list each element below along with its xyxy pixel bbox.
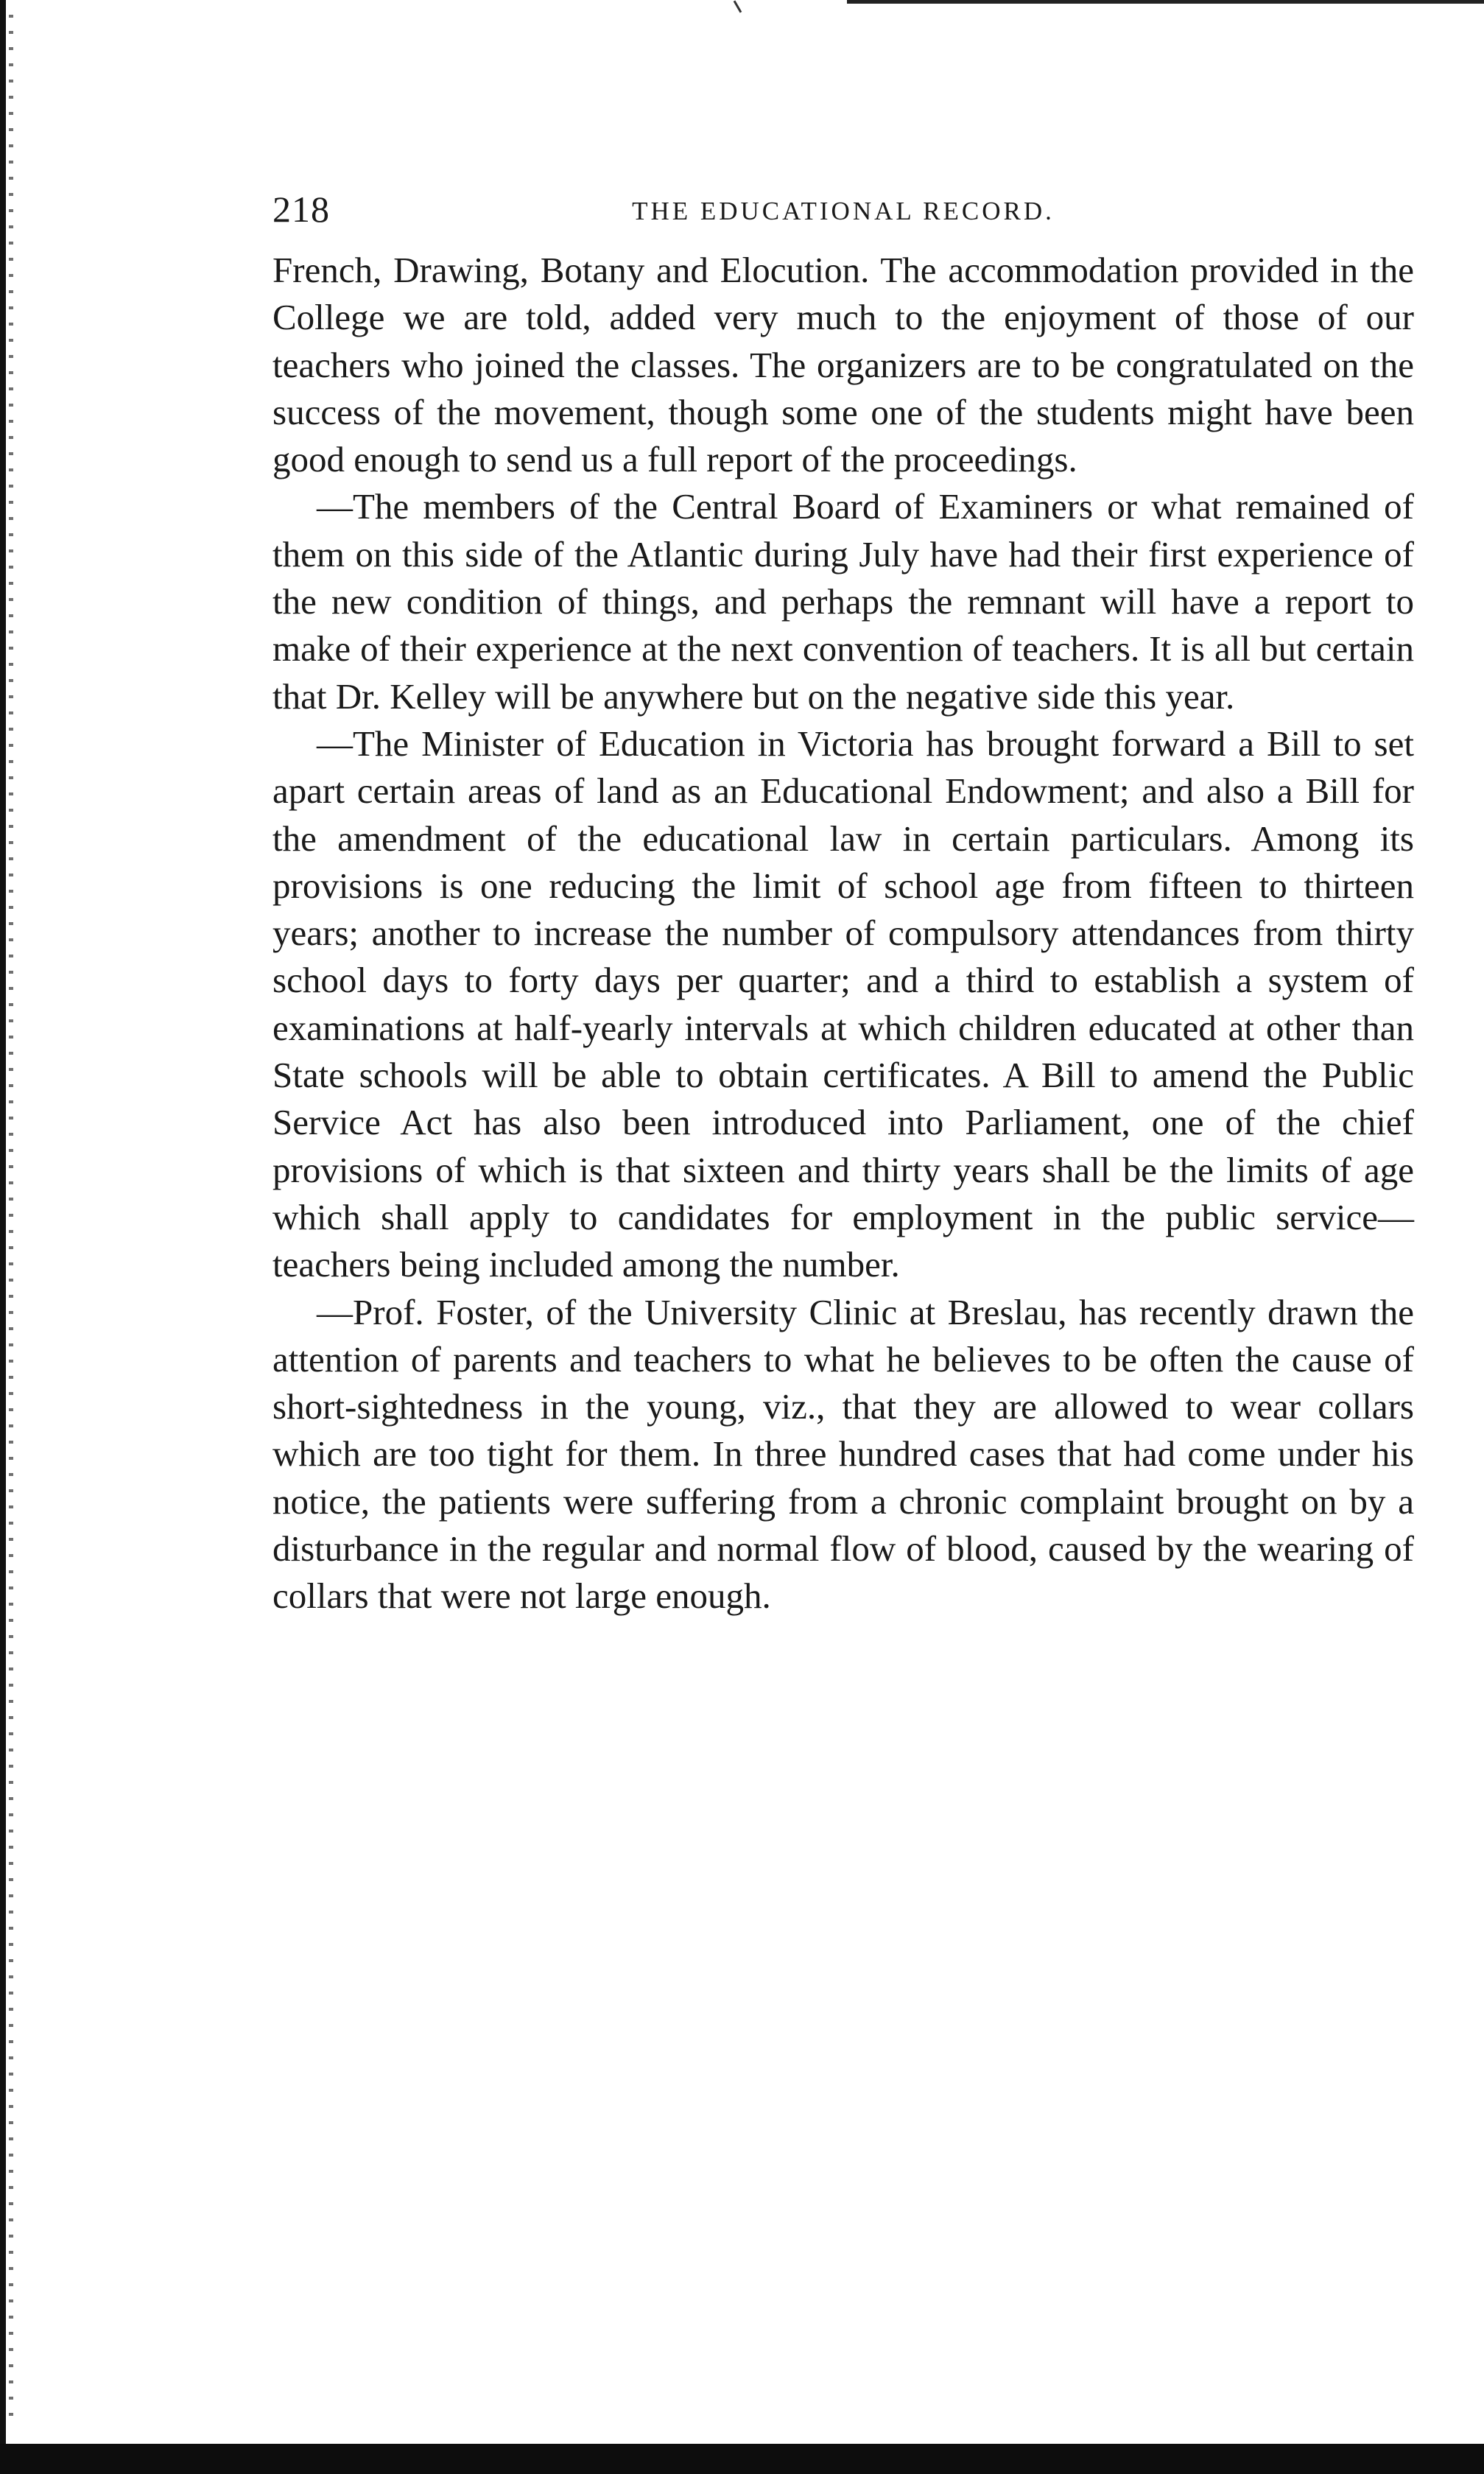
scan-top-rule — [847, 0, 1484, 4]
paragraph-central-board: —The members of the Central Board of Examiners or what remained of them on this side of the Atlantic during July have had their first experience of the new condition of things, and perhaps the remnant will have a report to make of their experience at the next convention of teachers. It is all but certain that Dr. Kelley will be anywhere but on the negative side this year. — [272, 486, 1414, 717]
running-title: THE EDUCATIONAL RECORD. — [632, 197, 1055, 225]
scan-bottom-band — [0, 2444, 1484, 2474]
scan-left-edge — [0, 0, 6, 2474]
paragraph-accommodation: French, Drawing, Botany and Elocution. The accommodation provided in the College we are told, added very much to the enjoyment of those of our teachers who joined the classes. The organizers are to be congratulated on the success of the movement, though some one of the students might have been good enough to send us a full report of the proceedings. — [272, 250, 1414, 480]
body-text — [272, 247, 1414, 1620]
page-number: 218 — [272, 189, 330, 230]
scan-binding-marks — [9, 15, 13, 2416]
scan-mark — [734, 0, 742, 13]
paragraph-foster: —Prof. Foster, of the University Clinic at Breslau, has recently drawn the attention of parents and teachers to what he believes to be often the cause of short-sightedness in the young, viz., that they are allowed to wear collars which are too tight for them. In three hundred cases that had come under his notice, the patients were suffering from a chronic complaint brought on by a disturbance in the regular and normal flow of blood, caused by the wearing of collars that were not large enough. — [272, 1291, 1414, 1617]
page — [272, 188, 1414, 1620]
running-head — [272, 188, 1414, 232]
paragraph-victoria-bill: —The Minister of Education in Victoria has brought forward a Bill to set apart certain areas of land as an Educational Endowment; and also a Bill for the amendment of the educational law in certain particulars. Among its provisions is one reducing the limit of school age from fifteen to thirteen years; another to increase the number of compulsory attendances from thirty school days to forty days per quarter; and a third to establish a system of examinations at half-yearly intervals at which children educated at other than State schools will be able to obtain certificates. A Bill to amend the Public Service Act has also been introduced into Parliament, one of the chief provisions of which is that sixteen and thirty years shall be the limits of age which shall apply to candidates for employment in the public service—teachers being included among the number. — [272, 723, 1414, 1285]
